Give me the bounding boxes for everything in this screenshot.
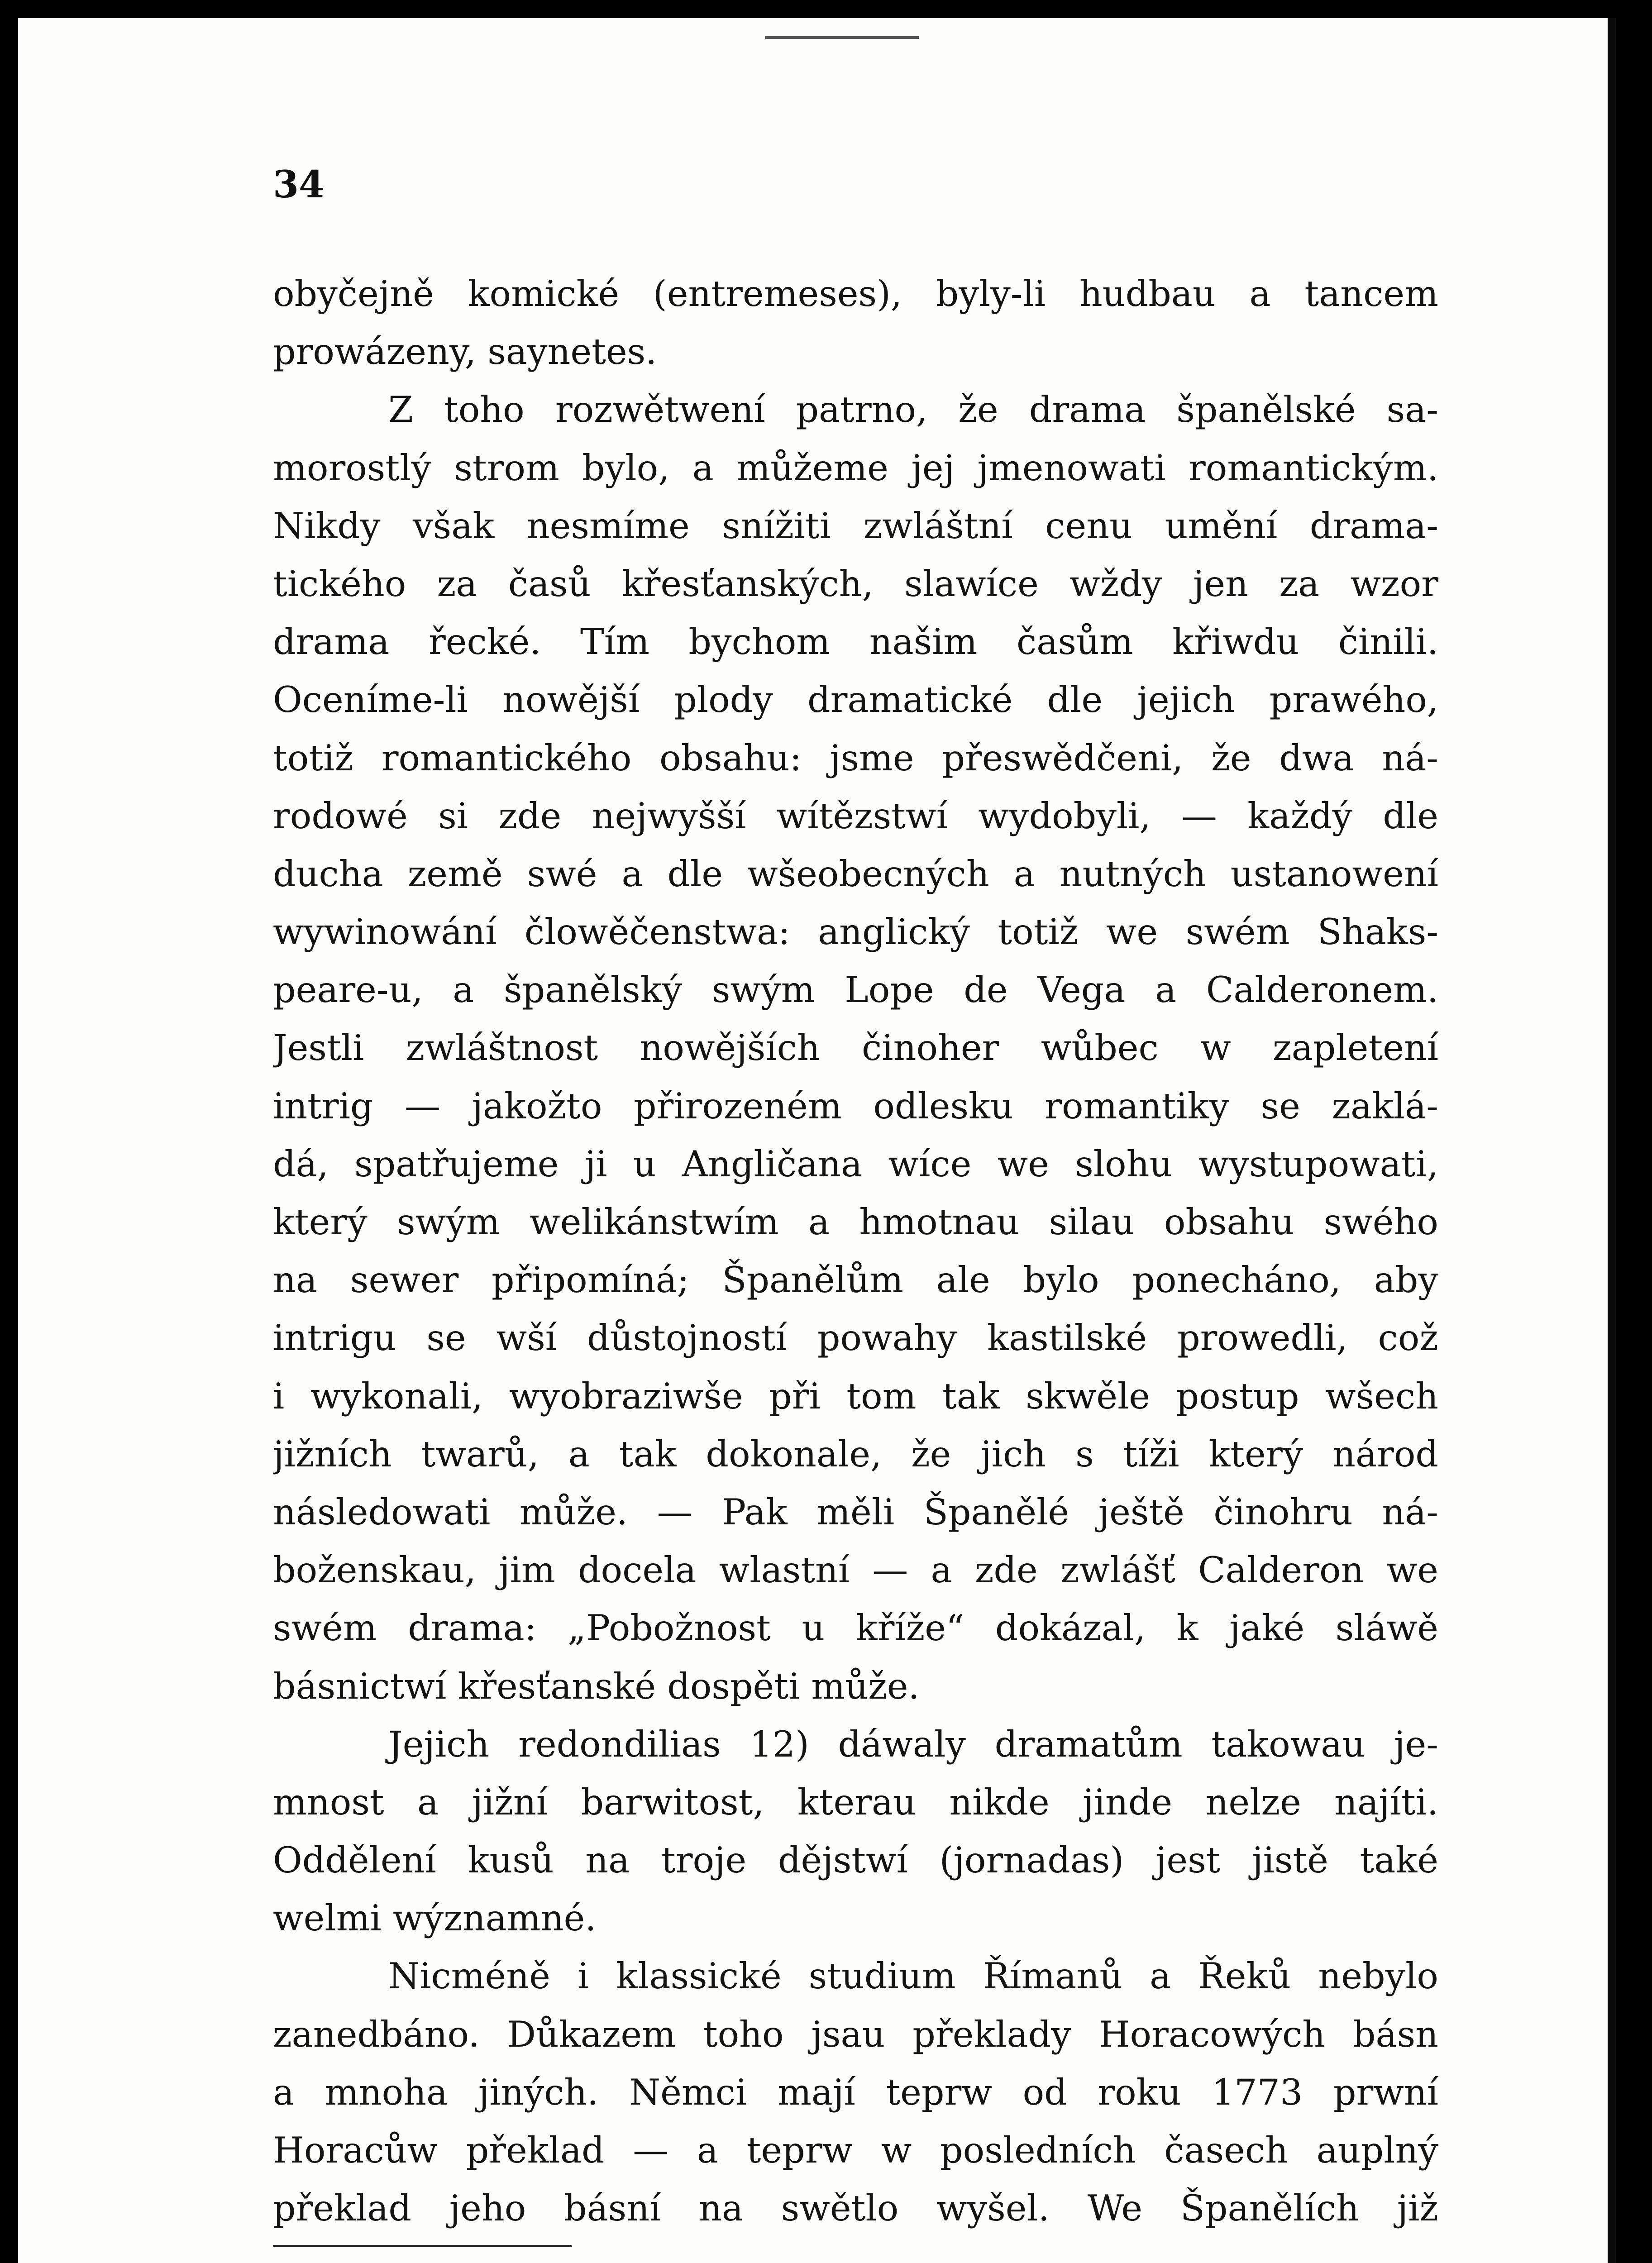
text-line: na sewer připomíná; Španělům ale bylo ponecháno, aby bbox=[273, 1259, 1438, 1301]
text-line: wywinowání člowěčenstwa: anglický totiž we swém Shaks- bbox=[273, 911, 1438, 953]
text-line: Oceníme-li nowější plody dramatické dle jejich prawého, bbox=[273, 679, 1438, 721]
text-line: Jejich redondilias 12) dáwaly dramatům takowau je- bbox=[388, 1723, 1438, 1765]
text-line: welmi wýznamné. bbox=[273, 1897, 597, 1939]
text-line: swém drama: „Pobožnost u kříže“ dokázal, k jaké sláwě bbox=[273, 1607, 1438, 1649]
text-line: jižních twarů, a tak dokonale, že jich s tíži který národ bbox=[273, 1433, 1438, 1475]
text-line: obyčejně komické (entremeses), byly-li hudbau a tancem bbox=[273, 273, 1438, 315]
text-line: který swým welikánstwím a hmotnau silau obsahu swého bbox=[273, 1201, 1438, 1243]
text-line: zanedbáno. Důkazem toho jsau překlady Horacowých básn bbox=[273, 2013, 1438, 2055]
text-line: prowázeny, saynetes. bbox=[273, 331, 657, 373]
text-line: básnictwí křesťanské dospěti může. bbox=[273, 1665, 920, 1707]
text-line: a mnoha jiných. Němci mají teprw od roku 1773 prwní bbox=[273, 2071, 1438, 2113]
text-line: mnost a jižní barwitost, kterau nikde jinde nelze najíti. bbox=[273, 1781, 1438, 1823]
text-line: peare-u, a španělský swým Lope de Vega a Calderonem. bbox=[273, 969, 1438, 1011]
text-line: rodowé si zde nejwyšší wítězstwí wydobyli, — každý dle bbox=[273, 795, 1438, 837]
scan-artifact bbox=[765, 36, 919, 39]
text-line: intrig — jakožto přirozeném odlesku romantiky se zaklá- bbox=[273, 1085, 1438, 1127]
text-line: Oddělení kusů na troje dějstwí (jornadas) jest jistě také bbox=[273, 1839, 1438, 1881]
body-text bbox=[273, 265, 1438, 2237]
text-line: ducha země swé a dle wšeobecných a nutných ustanowení bbox=[273, 853, 1438, 895]
text-line: tického za časů křesťanských, slawíce wždy jen za wzor bbox=[273, 563, 1438, 605]
text-line: morostlý strom bylo, a můžeme jej jmenowati romantickým. bbox=[273, 447, 1438, 489]
text-line: Z toho rozwětwení patrno, že drama španělské sa- bbox=[388, 389, 1438, 431]
text-line: intrigu se wší důstojností powahy kastilské prowedli, což bbox=[273, 1317, 1438, 1359]
text-line: boženskau, jim docela wlastní — a zde zwlášť Calderon we bbox=[273, 1549, 1438, 1591]
text-line: Jestli zwláštnost nowějších činoher wůbec w zapletení bbox=[273, 1027, 1438, 1069]
text-line: Nicméně i klassické studium Římanů a Řeků nebylo bbox=[388, 1955, 1438, 1997]
text-line: totiž romantického obsahu: jsme přeswědčeni, že dwa ná- bbox=[273, 737, 1438, 779]
text-line: i wykonali, wyobraziwše při tom tak skwěle postup wšech bbox=[273, 1375, 1438, 1417]
page-number: 34 bbox=[273, 163, 325, 206]
text-line: překlad jeho básní na swětlo wyšel. We Španělích již bbox=[273, 2187, 1438, 2230]
text-line: Horacůw překlad — a teprw w posledních časech auplný bbox=[273, 2129, 1438, 2171]
text-line: následowati může. — Pak měli Španělé ještě činohru ná- bbox=[273, 1491, 1438, 1533]
text-line: Nikdy však nesmíme snížiti zwláštní cenu umění drama- bbox=[273, 505, 1438, 547]
footnote-divider bbox=[273, 2245, 572, 2247]
book-page bbox=[18, 18, 1616, 2263]
text-line: drama řecké. Tím bychom našim časům křiwdu činili. bbox=[273, 621, 1438, 663]
text-line: dá, spatřujeme ji u Angličana wíce we slohu wystupowati, bbox=[273, 1143, 1438, 1185]
